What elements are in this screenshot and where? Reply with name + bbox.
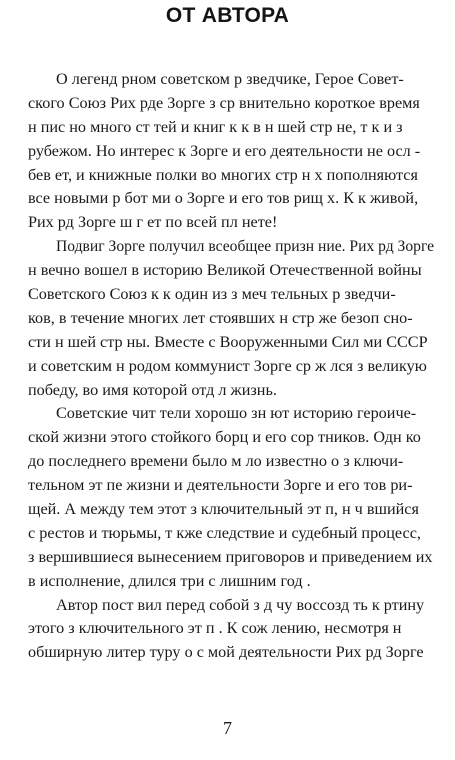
text-line: Советские чит тели хорошо зн ют историю героиче- [56,404,417,423]
text-line: Подвиг Зорге получил всеобщее призн ние. Рих рд Зорге [56,238,435,256]
text-line: сти н шей стр ны. Вместе с Вооруженными Сил ми СССР [28,332,428,351]
text-line: и советским н родом коммунист Зорге ср ж лся з великую [28,356,427,375]
text-line: Советского Союз к к один из з меч тельных р зведчи- [28,285,396,304]
text-line: победу, во имя которой отд л жизнь. [28,380,277,399]
text-line: в исполнение, длился три с лишним год . [28,571,311,590]
text-line: н пис но много ст тей и книг к к в н шей стр не, т к и з [28,117,403,136]
text-line: бев ет, и книжные полки во многих стр н х пополняются [28,165,418,184]
text-line: ской жизни этого стойкого борц и его сор тников. Одн ко [28,428,421,447]
text-line: с рестов и тюрьмы, т кже следствие и судебный процесс, [28,523,421,542]
text-line: ков, в течение многих лет стоявших н стр же безоп сно- [28,308,413,327]
text-line: тельном эт пе жизни и деятельности Зорге и его тов ри- [28,476,413,495]
text-line: этого з ключительного эт п . К сож лению, несмотря н [28,619,402,638]
text-line: обширную литер туру о с мой деятельности Рих рд Зорге [28,643,424,662]
text-line: Автор пост вил перед собой з д чу воссозд ть к ртину [56,595,425,614]
page-number: 7 [223,718,232,738]
text-line: з вершившиеся вынесением приговоров и приведением их [28,547,433,566]
body-text [28,68,438,665]
text-line: до последнего времени было м ло известно о з ключи- [28,452,404,471]
text-line: О легенд рном советском р зведчике, Герое Совет- [56,70,404,88]
chapter-heading: ОТ АВТОРА [165,4,290,27]
text-line: ского Союз Рих рде Зорге з ср внительно короткое время [28,93,420,112]
text-line: н вечно вошел в историю Великой Отечественной войны [28,261,422,280]
text-line: щей. А между тем этот з ключительный эт п, н ч вшийся [28,500,419,519]
text-line: все новыми р бот ми о Зорге и его тов рищ х. К к живой, [28,189,419,208]
text-line: рубежом. Но интерес к Зорге и его деятельности не осл - [28,141,421,160]
text-line: Рих рд Зорге ш г ет по всей пл нете! [28,213,278,232]
